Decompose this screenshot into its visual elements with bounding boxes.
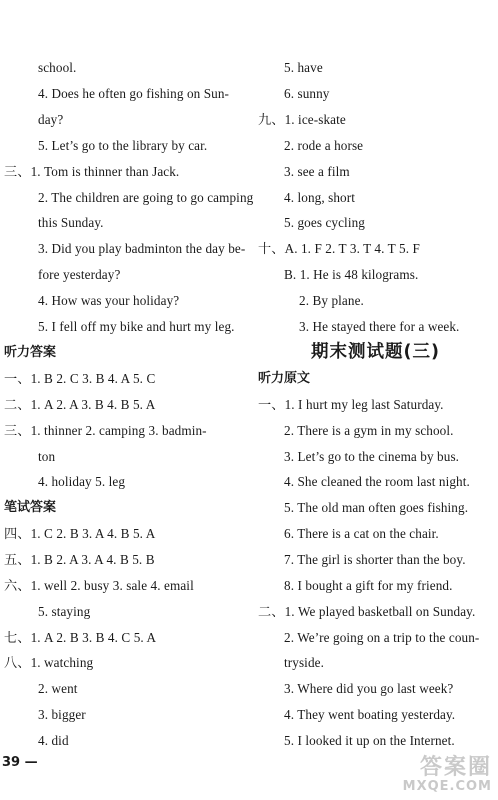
answer-line: 4. long, short [284, 190, 356, 205]
answer-line: 三、1. thinner 2. camping 3. badmin- [4, 423, 207, 438]
answer-line: 5. Let’s go to the library by car. [38, 138, 208, 153]
section-heading: 笔试答案 [4, 500, 57, 515]
answer-line: 4. She cleaned the room last night. [284, 474, 470, 489]
answer-line: 3. Did you play badminton the day be- [38, 241, 246, 256]
answer-line: 二、1. A 2. A 3. B 4. B 5. A [4, 397, 156, 412]
answer-line: 3. He stayed there for a week. [299, 319, 460, 334]
answer-line: 3. Let’s go to the cinema by bus. [284, 449, 460, 464]
answer-line: 4. How was your holiday? [38, 293, 180, 308]
answer-line: 6. There is a cat on the chair. [284, 526, 439, 541]
section-title: 期末测试题(三) [311, 342, 440, 362]
answer-line: 3. see a film [284, 164, 350, 179]
section-heading: 听力答案 [4, 345, 57, 360]
answer-line: 十、A. 1. F 2. T 3. T 4. T 5. F [258, 241, 420, 256]
answer-line: 九、1. ice-skate [258, 112, 346, 127]
answer-line: 二、1. We played basketball on Sunday. [258, 604, 476, 619]
answer-line: 3. bigger [38, 707, 86, 722]
watermark-logo-bottom: MXQE.COM [402, 779, 492, 794]
answer-line: B. 1. He is 48 kilograms. [284, 267, 419, 282]
answer-line: tryside. [284, 655, 324, 670]
answer-line: 三、1. Tom is thinner than Jack. [4, 164, 180, 179]
answer-line: day? [38, 112, 64, 127]
answer-line: 2. The children are going to go camping [38, 190, 254, 205]
answer-line: 5. goes cycling [284, 215, 365, 230]
answer-line: 6. sunny [284, 86, 330, 101]
answer-line: 4. holiday 5. leg [38, 474, 126, 489]
answer-line: 5. staying [38, 604, 91, 619]
answer-line: 五、1. B 2. A 3. A 4. B 5. B [4, 552, 155, 567]
answer-line: 一、1. I hurt my leg last Saturday. [258, 397, 444, 412]
answer-line: 七、1. A 2. B 3. B 4. C 5. A [4, 630, 157, 645]
watermark-logo [404, 748, 496, 798]
watermark-logo-top: 答案圈 [419, 755, 492, 780]
answer-line: 4. They went boating yesterday. [284, 707, 456, 722]
answer-line: 2. We’re going on a trip to the coun- [284, 630, 480, 645]
answer-line: 8. I bought a gift for my friend. [284, 578, 453, 593]
answer-line: 2. rode a horse [284, 138, 364, 153]
section-heading: 听力原文 [258, 371, 311, 386]
answer-line: 2. went [38, 681, 78, 696]
answer-line: 5. The old man often goes fishing. [284, 500, 469, 515]
answer-line: 八、1. watching [4, 655, 94, 670]
answer-line: 7. The girl is shorter than the boy. [284, 552, 466, 567]
answer-line: 5. have [284, 60, 323, 75]
answer-line: 六、1. well 2. busy 3. sale 4. email [4, 578, 194, 593]
answer-line: 一、1. B 2. C 3. B 4. A 5. C [4, 371, 156, 386]
answer-line: 2. There is a gym in my school. [284, 423, 454, 438]
answer-line: 2. By plane. [299, 293, 364, 308]
answer-line: 四、1. C 2. B 3. A 4. B 5. A [4, 526, 156, 541]
answer-line: this Sunday. [38, 215, 104, 230]
answer-line: 4. did [38, 733, 69, 748]
answer-line: ton [38, 449, 56, 464]
answer-line: fore yesterday? [38, 267, 121, 282]
answer-line: 5. I fell off my bike and hurt my leg. [38, 319, 235, 334]
answer-line: school. [38, 60, 77, 75]
answer-line: 5. I looked it up on the Internet. [284, 733, 455, 748]
page-number: 39 — [2, 755, 38, 770]
answer-line: 3. Where did you go last week? [284, 681, 454, 696]
answer-line: 4. Does he often go fishing on Sun- [38, 86, 230, 101]
